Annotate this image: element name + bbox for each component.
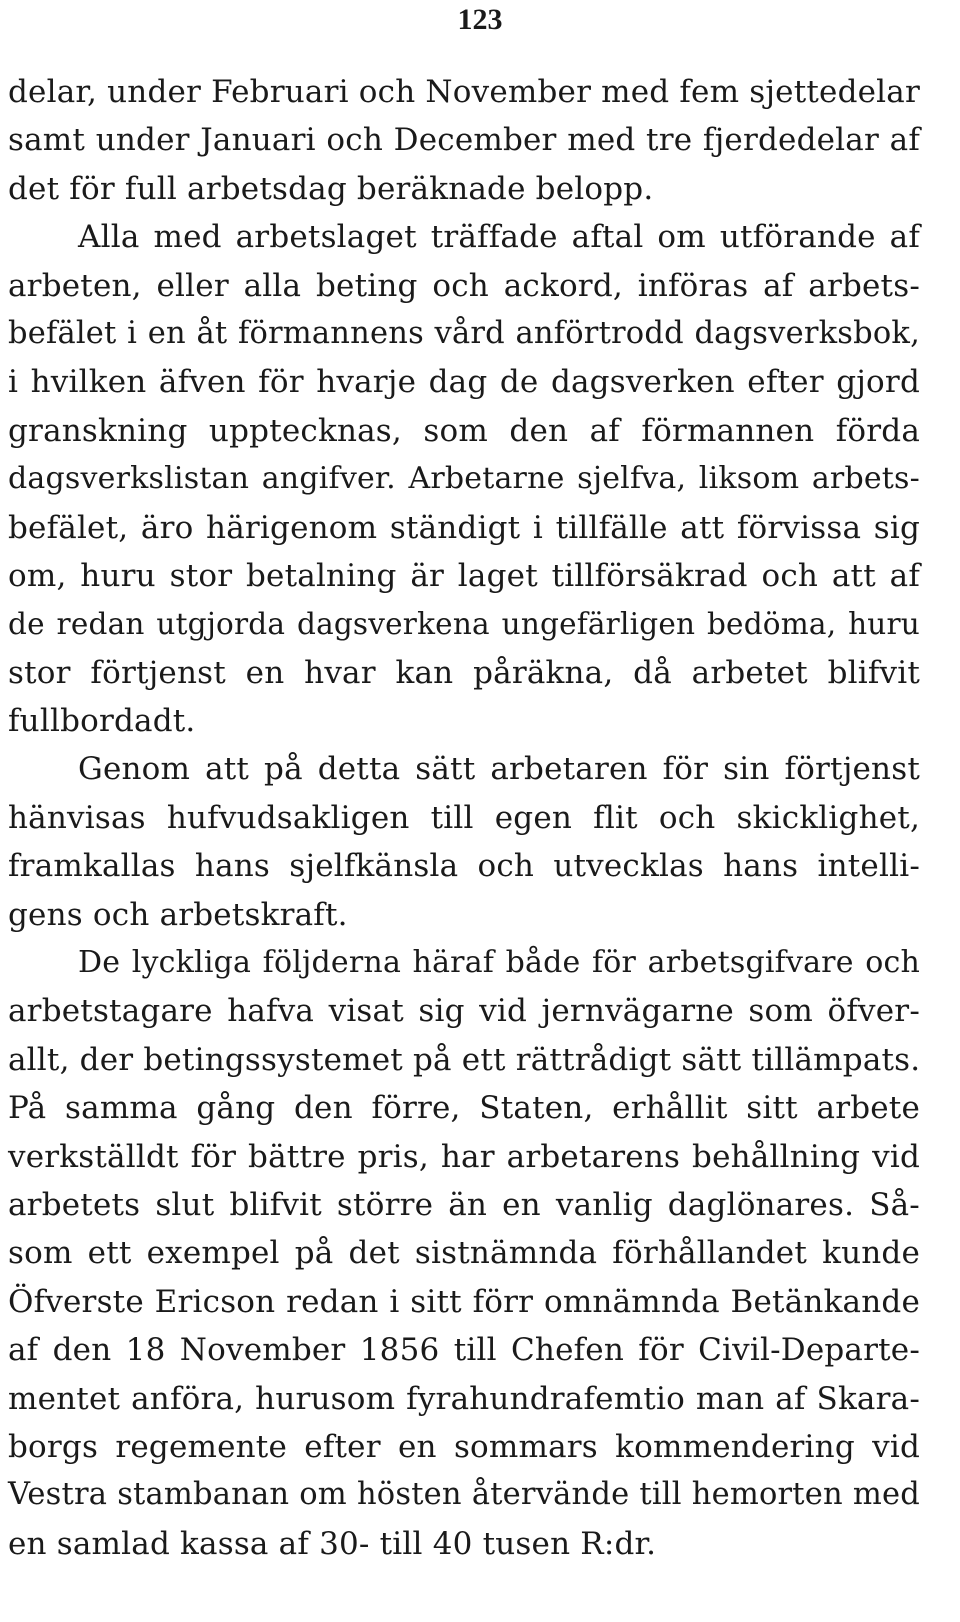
text-line: mentet anföra, hurusom fyrahundrafemtio man af Skara- (8, 1380, 920, 1417)
text-line: allt, der betingssystemet på ett rättrådigt sätt tillämpats. (8, 1041, 921, 1078)
text-line: befälet i en åt förmannens vård anförtrodd dagsverksbok, (8, 315, 920, 351)
text-line: fullbordadt. (8, 703, 196, 740)
text-line: verkställdt för bättre pris, har arbetarens behållning vid (8, 1138, 920, 1175)
text-line: som ett exempel på det sistnämnda förhållandet kunde (8, 1235, 920, 1272)
text-line: Alla med arbetslaget träffade aftal om utförande af (78, 219, 920, 256)
text-line: gens och arbetskraft. (8, 896, 348, 933)
text-line: det för full arbetsdag beräknade belopp. (8, 170, 654, 207)
text-line: Vestra stambanan om hösten återvände till hemorten med (8, 1477, 920, 1513)
text-line: hänvisas hufvudsakligen till egen flit och skicklighet, (8, 799, 920, 836)
text-line: i hvilken äfven för hvarje dag de dagsverken efter gjord (8, 364, 920, 401)
text-line: Öfverste Ericson redan i sitt förr omnämnda Betänkande (8, 1283, 920, 1320)
text-line: samt under Januari och December med tre fjerdedelar af (8, 122, 920, 159)
text-line: delar, under Februari och November med fem sjettedelar (8, 74, 920, 110)
text-line: af den 18 November 1856 till Chefen för Civil-Departe- (8, 1332, 920, 1369)
text-line: arbetets slut blifvit större än en vanlig daglönares. Så- (8, 1186, 920, 1223)
text-line: borgs regemente efter en sommars kommendering vid (8, 1428, 920, 1465)
text-line: stor förtjenst en hvar kan påräkna, då arbetet blifvit (8, 654, 920, 691)
text-line: de redan utgjorda dagsverkena ungefärligen bedöma, huru (8, 607, 920, 642)
text-line: en samlad kassa af 30- till 40 tusen R:dr. (8, 1525, 657, 1562)
body-text (8, 68, 920, 1568)
text-line: arbeten, eller alla beting och ackord, införas af arbets- (8, 267, 920, 304)
page-number: 123 (457, 3, 503, 36)
text-line: De lyckliga följderna häraf både för arbetsgifvare och (78, 945, 920, 981)
text-line: På samma gång den förre, Staten, erhållit sitt arbete (8, 1090, 920, 1127)
text-line: befälet, äro härigenom ständigt i tillfälle att förvissa sig (8, 509, 920, 546)
text-line: dagsverkslistan angifver. Arbetarne sjelfva, liksom arbets- (8, 461, 920, 497)
text-line: arbetstagare hafva visat sig vid jernvägarne som öfver- (8, 993, 920, 1030)
text-line: framkallas hans sjelfkänsla och utvecklas hans intelli- (8, 848, 920, 885)
text-line: Genom att på detta sätt arbetaren för sin förtjenst (78, 751, 920, 788)
text-line: om, huru stor betalning är laget tillförsäkrad och att af (8, 557, 920, 594)
text-line: granskning upptecknas, som den af förmannen förda (8, 412, 920, 449)
